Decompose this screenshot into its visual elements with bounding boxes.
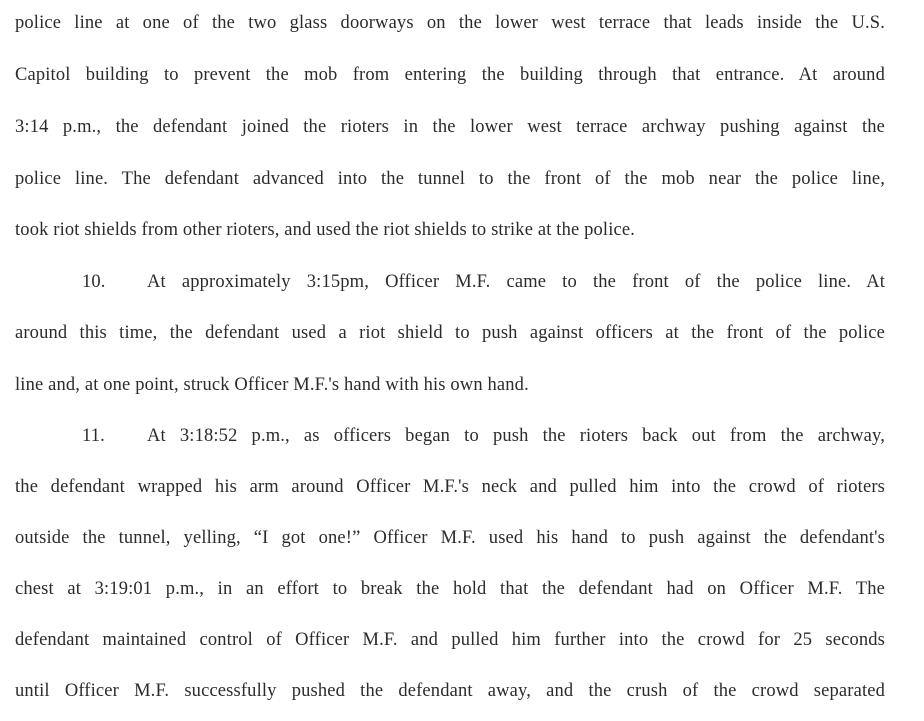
paragraph-10-line-2: around this time, the defendant used a riot shield to push against officers at the front of the police [15, 323, 885, 343]
paragraph-10-line-1: At approximately 3:15pm, Officer M.F. came to the front of the police line. At [147, 272, 885, 292]
paragraph-11-line-4: chest at 3:19:01 p.m., in an effort to break the hold that the defendant had on Officer M.F. The [15, 579, 885, 599]
carryover-line-1: police line at one of the two glass doorways on the lower west terrace that leads inside the U.S. [15, 13, 885, 33]
carryover-line-2: Capitol building to prevent the mob from entering the building through that entrance. At around [15, 65, 885, 85]
paragraph-10-line-3: line and, at one point, struck Officer M.F.'s hand with his own hand. [15, 375, 529, 395]
carryover-line-3: 3:14 p.m., the defendant joined the rioters in the lower west terrace archway pushing against the [15, 117, 885, 137]
paragraph-11-line-1: At 3:18:52 p.m., as officers began to push the rioters back out from the archway, [147, 426, 885, 446]
carryover-line-5: took riot shields from other rioters, and used the riot shields to strike at the police. [15, 220, 635, 240]
paragraph-number-11: 11. [82, 426, 105, 446]
paragraph-number-10: 10. [82, 272, 106, 292]
paragraph-11-line-2: the defendant wrapped his arm around Officer M.F.'s neck and pulled him into the crowd of rioters [15, 477, 885, 497]
paragraph-11-line-6: until Officer M.F. successfully pushed the defendant away, and the crush of the crowd separated [15, 681, 885, 701]
paragraph-11-line-3: outside the tunnel, yelling, “I got one!” Officer M.F. used his hand to push against the defendant's [15, 528, 885, 548]
carryover-line-4: police line. The defendant advanced into the tunnel to the front of the mob near the police line, [15, 169, 885, 189]
paragraph-11-line-5: defendant maintained control of Officer M.F. and pulled him further into the crowd for 25 seconds [15, 630, 885, 650]
